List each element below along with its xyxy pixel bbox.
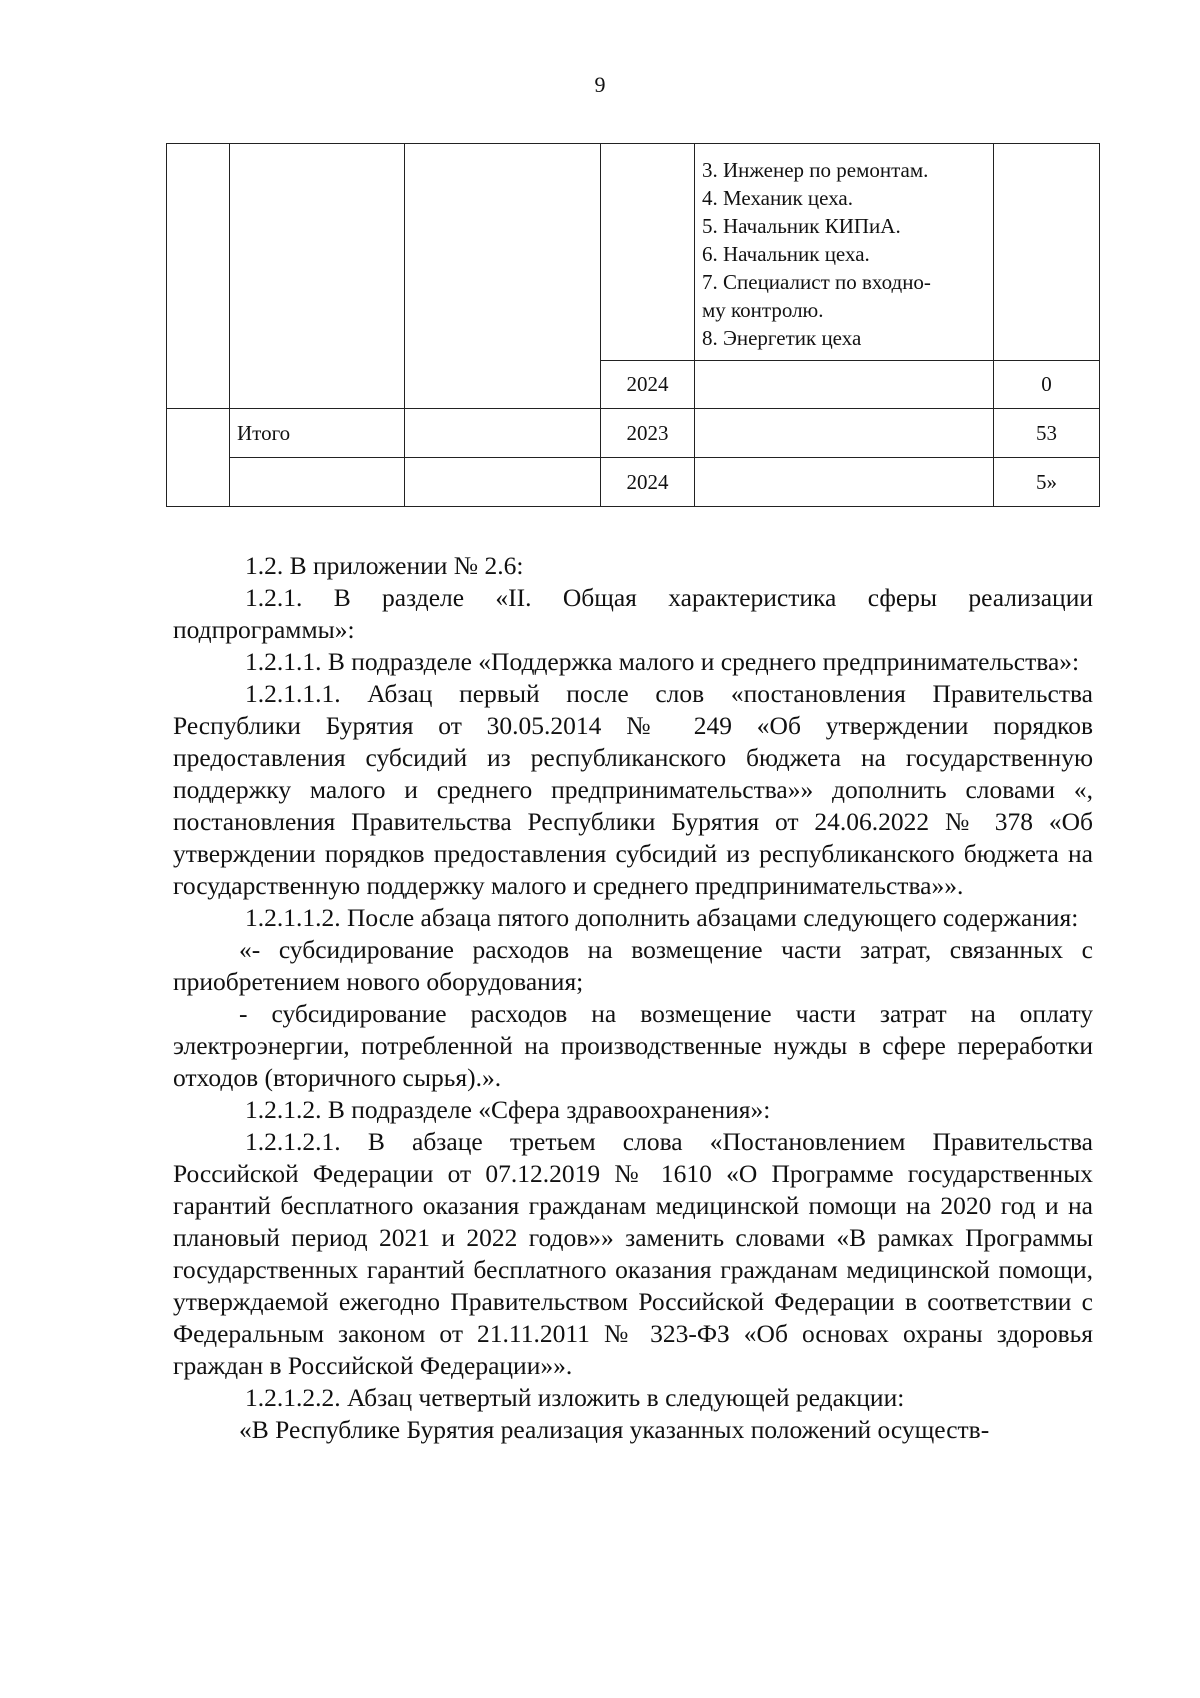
paragraph: 1.2.1.2.1. В абзаце третьем слова «Постановлением Правительства Российской Федерации от 07.12.2019 № 1610 «О Программе государственных гарантий бесплатного оказания гражданам медицинской помощи на 2020 год и на плановый период 2021 и 2022 годов»» заменить словами «В рамках Программы государственных гарантий бесплатного оказания гражданам медицинской помощи, утверждаемой ежегодно Правительством Российской Федерации в соответствии с Федеральным законом от 21.11.2011 № 323-ФЗ «Об основах охраны здоровья граждан в Российской Федерации»». [173, 1127, 1093, 1380]
paragraph: - субсидирование расходов на возмещение части затрат на оплату электроэнергии, потребленной на производственные нужды в сфере переработки отходов (вторичного сырья).». [173, 999, 1093, 1092]
table-cell [230, 458, 405, 507]
value-cell: 5» [994, 458, 1100, 507]
data-table [166, 143, 1100, 507]
year-cell: 2024 [601, 361, 695, 409]
document-body [173, 550, 1093, 1446]
paragraph: 1.2.1.1.2. После абзаца пятого дополнить абзацами следующего содержания: [245, 903, 1079, 932]
list-item: 8. Энергетик цеха [702, 326, 862, 350]
table-cell [405, 458, 601, 507]
list-item: 7. Специалист по входно- [702, 270, 931, 294]
list-item: 5. Начальник КИПиА. [702, 214, 901, 238]
paragraph: «В Республике Бурятия реализация указанных положений осуществ- [239, 1415, 990, 1444]
table-row [167, 409, 1100, 458]
table-row [167, 458, 1100, 507]
value-cell: 53 [994, 409, 1100, 458]
table-cell [405, 409, 601, 458]
page-number: 9 [594, 72, 606, 97]
table-cell [695, 361, 994, 409]
total-label-cell: Итого [230, 409, 405, 458]
table-cell [994, 144, 1100, 361]
year-cell: 2024 [601, 458, 695, 507]
table-cell [601, 144, 695, 361]
table-cell [405, 144, 601, 409]
paragraph: 1.2.1. В разделе «II. Общая характеристика сферы реализации подпрограммы»: [173, 583, 1093, 644]
responsible-list-cell [695, 144, 994, 361]
paragraph: 1.2.1.1. В подразделе «Поддержка малого и среднего предпринимательства»: [245, 647, 1080, 676]
table-cell [695, 458, 994, 507]
table-cell [230, 144, 405, 409]
list-item: 4. Механик цеха. [702, 186, 853, 210]
list-item: 6. Начальник цеха. [702, 242, 870, 266]
table-cell [695, 409, 994, 458]
list-item: му контролю. [702, 298, 824, 322]
paragraph: 1.2.1.2.2. Абзац четвертый изложить в следующей редакции: [245, 1383, 905, 1412]
paragraph: «- субсидирование расходов на возмещение части затрат, связанных с приобретением нового оборудования; [173, 935, 1093, 996]
year-cell: 2023 [601, 409, 695, 458]
table-row [167, 144, 1100, 361]
table-cell [167, 144, 230, 409]
value-cell: 0 [994, 361, 1100, 409]
paragraph: 1.2.1.1.1. Абзац первый после слов «постановления Правительства Республики Бурятия от 30.05.2014 № 249 «Об утверждении порядков предоставления субсидий из республиканского бюджета на государственную поддержку малого и среднего предпринимательства»» дополнить словами «, постановления Правительства Республики Бурятия от 24.06.2022 № 378 «Об утверждении порядков предоставления субсидий из республиканского бюджета на государственную поддержку малого и среднего предпринимательства»». [173, 679, 1093, 900]
paragraph: 1.2. В приложении № 2.6: [245, 551, 524, 580]
paragraph: 1.2.1.2. В подразделе «Сфера здравоохранения»: [245, 1095, 771, 1124]
list-item: 3. Инженер по ремонтам. [702, 158, 929, 182]
table-cell [167, 409, 230, 507]
